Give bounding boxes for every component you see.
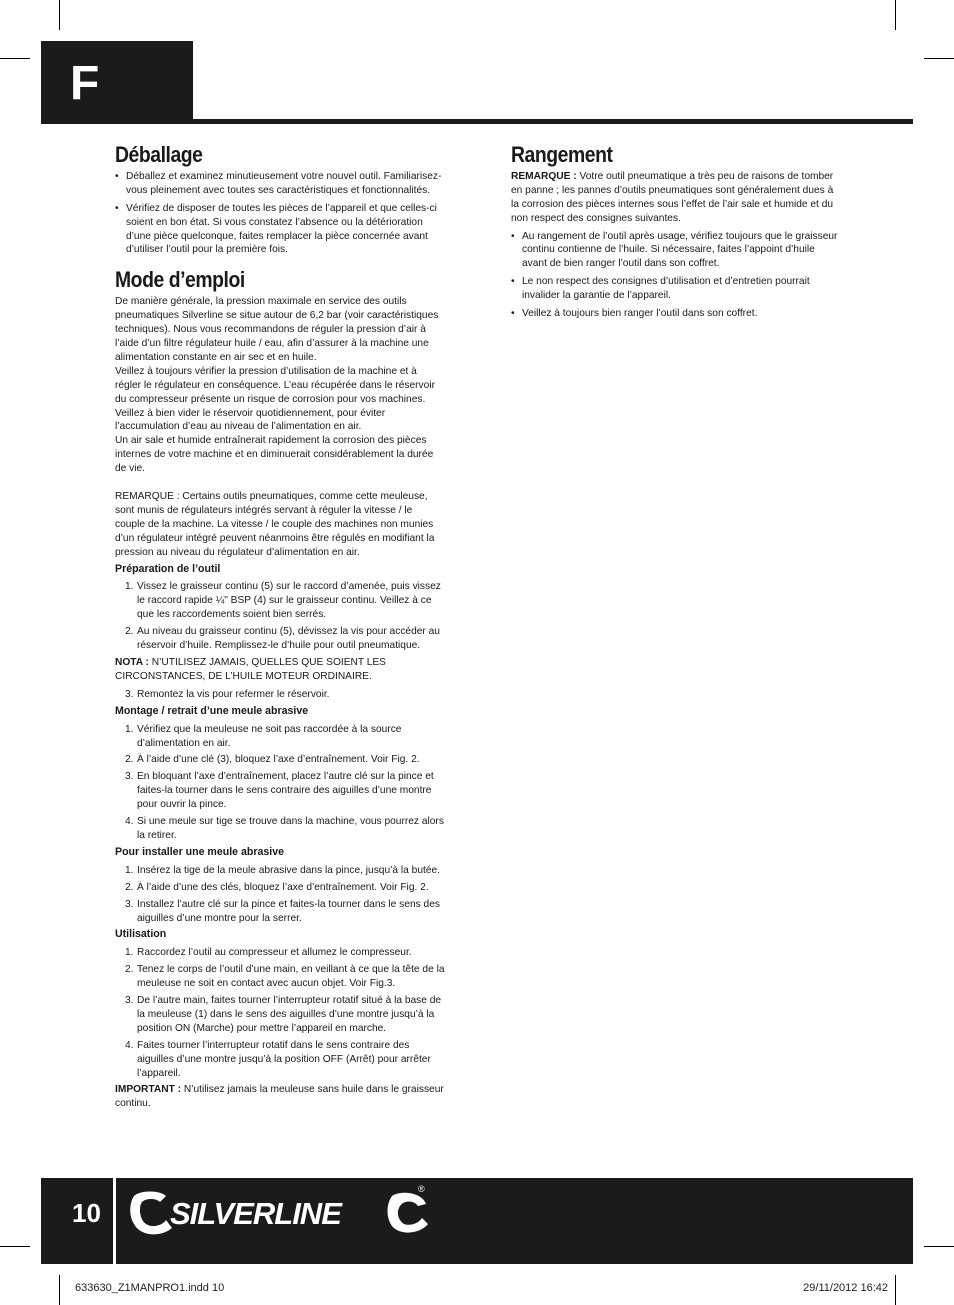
header-rule xyxy=(41,119,913,124)
list-item: • Déballez et examinez minutieusement votre nouvel outil. Familiarisez-vous pleinement avec toutes ses caractéristiques et fonctionnalités. xyxy=(115,170,445,198)
crop-mark xyxy=(59,1275,60,1305)
important-note: IMPORTANT : N’utilisez jamais la meuleuse sans huile dans le graisseur continu. xyxy=(115,1084,444,1110)
montage-subheading: Montage / retrait d’une meule abrasive xyxy=(115,704,309,717)
rangement-heading: Rangement xyxy=(511,142,613,167)
list-item: 3. Remontez la vis pour refermer le réservoir. xyxy=(125,688,330,700)
right-column xyxy=(511,142,841,325)
list-item: 1. Insérez la tige de la meule abrasive dans la pince, jusqu’à la butée. xyxy=(125,864,440,876)
remarque-note: REMARQUE : Votre outil pneumatique a très peu de raisons de tomber en panne ; les pannes d’outils pneumatiques sont généralement dues à la corrosion des pièces internes sous l’effet de l’air sale et humide et du non respect des consignes suivantes. xyxy=(511,170,834,224)
page-number: 10 xyxy=(72,1198,101,1228)
date-info: 29/11/2012 16:42 xyxy=(803,1282,888,1294)
paragraph: REMARQUE : Certains outils pneumatiques, comme cette meuleuse, sont munis de régulateurs intégrés servant à réguler la vitesse / le couple de la machine. La vitesse / le couple des machines non munies d’un régulateur intégré peuvent néanmoins être régulés en modifiant la pression au niveau du régulateur d’alimentation en air. xyxy=(115,491,435,558)
crop-mark xyxy=(924,1246,954,1247)
language-tab xyxy=(41,41,193,123)
paragraph: Un air sale et humide entraînerait rapidement la corrosion des pièces internes de votre machine et en diminuerait considérablement la durée de vie. xyxy=(115,435,434,475)
mode-emploi-heading: Mode d’emploi xyxy=(115,267,245,293)
preparation-list-cont xyxy=(115,688,445,702)
list-item: • Au rangement de l’outil après usage, vérifiez toujours que le graisseur continu contienne de l’huile. Si nécessaire, faites l’appoint d’huile avant de bien ranger l’outil dans son coffret. xyxy=(511,230,841,272)
rangement-list xyxy=(511,230,841,321)
crop-mark xyxy=(924,58,954,59)
nota-note: NOTA : N’UTILISEZ JAMAIS, QUELLES QUE SOIENT LES CIRCONSTANCES, DE L’HUILE MOTEUR ORDINAIRE. xyxy=(115,657,386,682)
silverline-logo xyxy=(130,1188,430,1236)
language-letter: F xyxy=(70,57,100,110)
deballage-list xyxy=(115,170,445,257)
preparation-list xyxy=(115,580,445,653)
list-item: • Le non respect des consignes d’utilisation et d’entretien pourrait invalider la garantie de l’appareil. xyxy=(511,275,841,303)
file-info: 633630_Z1MANPRO1.indd 10 xyxy=(75,1282,225,1294)
crop-mark xyxy=(895,0,896,30)
paragraph: Veillez à toujours vérifier la pression d’utilisation de la machine et à régler le régulateur en conséquence. L’eau récupérée dans le réservoir du compresseur présente un risque de corrosion pour vos machines. Veillez à bien vider le réservoir quotidiennement, pour éviter l’accumulation d’eau au niveau de l’alimentation en air. xyxy=(115,365,435,433)
footer-divider xyxy=(113,1178,116,1264)
installer-list xyxy=(115,864,445,926)
svg-text:SILVERLINE: SILVERLINE xyxy=(170,1196,341,1231)
list-item: 3. Installez l’autre clé sur la pince et faites-la tourner dans le sens des aiguilles d’une montre pour la serrer. xyxy=(125,898,440,924)
left-column xyxy=(115,142,445,1115)
crop-mark xyxy=(0,58,30,59)
list-item: 4. Faites tourner l’interrupteur rotatif dans le sens contraire des aiguilles d’une montre jusqu’à la position OFF (Arrêt) pour arrêter l’appareil. xyxy=(125,1039,431,1079)
list-item: 1. Vérifiez que la meuleuse ne soit pas raccordée à la source d’alimentation en air. xyxy=(125,723,402,749)
list-item: 3. De l’autre main, faites tourner l’interrupteur rotatif situé à la base de la meuleuse (1) dans le sens des aiguilles d’une montre jusqu’à la position ON (Marche) pour mettre l’appareil en marche. xyxy=(125,995,442,1034)
list-item: 2. À l’aide d’une des clés, bloquez l’axe d’entraînement. Voir Fig. 2. xyxy=(125,881,429,893)
list-item: 2. Tenez le corps de l’outil d’une main, en veillant à ce que la tête de la meuleuse ne soit en contact avec aucun objet. Voir Fig.3. xyxy=(125,964,445,990)
list-item: 1. Vissez le graisseur continu (5) sur le raccord d’amenée, puis vissez le raccord rapide ¼" BSP (4) sur le graisseur continu. Veillez à ce que les raccordements soient bien serrés. xyxy=(125,581,441,621)
crop-mark xyxy=(895,1275,896,1305)
list-item: 3. En bloquant l’axe d’entraînement, placez l’autre clé sur la pince et faites-la tourner dans le sens contraire des aiguilles d’une montre pour ouvrir la pince. xyxy=(125,771,434,811)
installer-subheading: Pour installer une meule abrasive xyxy=(115,845,284,858)
list-item: 2. Au niveau du graisseur continu (5), dévissez la vis pour accéder au réservoir d’huile. Remplissez-le d’huile pour outil pneumatique. xyxy=(125,626,440,652)
preparation-subheading: Préparation de l’outil xyxy=(115,562,221,575)
deballage-heading: Déballage xyxy=(115,142,203,167)
wrench-logo-icon xyxy=(130,1188,430,1236)
crop-mark xyxy=(59,0,60,30)
utilisation-list xyxy=(115,946,445,1080)
list-item: • Veillez à toujours bien ranger l’outil dans son coffret. xyxy=(511,307,841,321)
list-item: 2. À l’aide d’une clé (3), bloquez l’axe d’entraînement. Voir Fig. 2. xyxy=(125,754,420,766)
list-item: 4. Si une meule sur tige se trouve dans la machine, vous pourrez alors la retirer. xyxy=(125,816,444,841)
crop-mark xyxy=(0,1246,30,1247)
utilisation-subheading: Utilisation xyxy=(115,928,167,941)
list-item: 1. Raccordez l’outil au compresseur et allumez le compresseur. xyxy=(125,947,412,959)
paragraph: De manière générale, la pression maximale en service des outils pneumatiques Silverline se situe autour de 6,2 bar (voir caractéristiques techniques). Nous vous recommandons de réguler la pression d’air à l’aide d’un filtre régulateur huile / eau, afin d’assurer à la machine une alimentation constante en air sec et en huile. xyxy=(115,296,439,363)
list-item: • Vérifiez de disposer de toutes les pièces de l’appareil et que celles-ci soient en bon état. Si vous constatez l’absence ou la détérioration d’une pièce quelconque, faites remplacer la pièce concernée avant d’utiliser l’outil pour la première fois. xyxy=(115,202,445,258)
montage-list xyxy=(115,723,445,843)
registered-mark: ® xyxy=(418,1184,425,1194)
